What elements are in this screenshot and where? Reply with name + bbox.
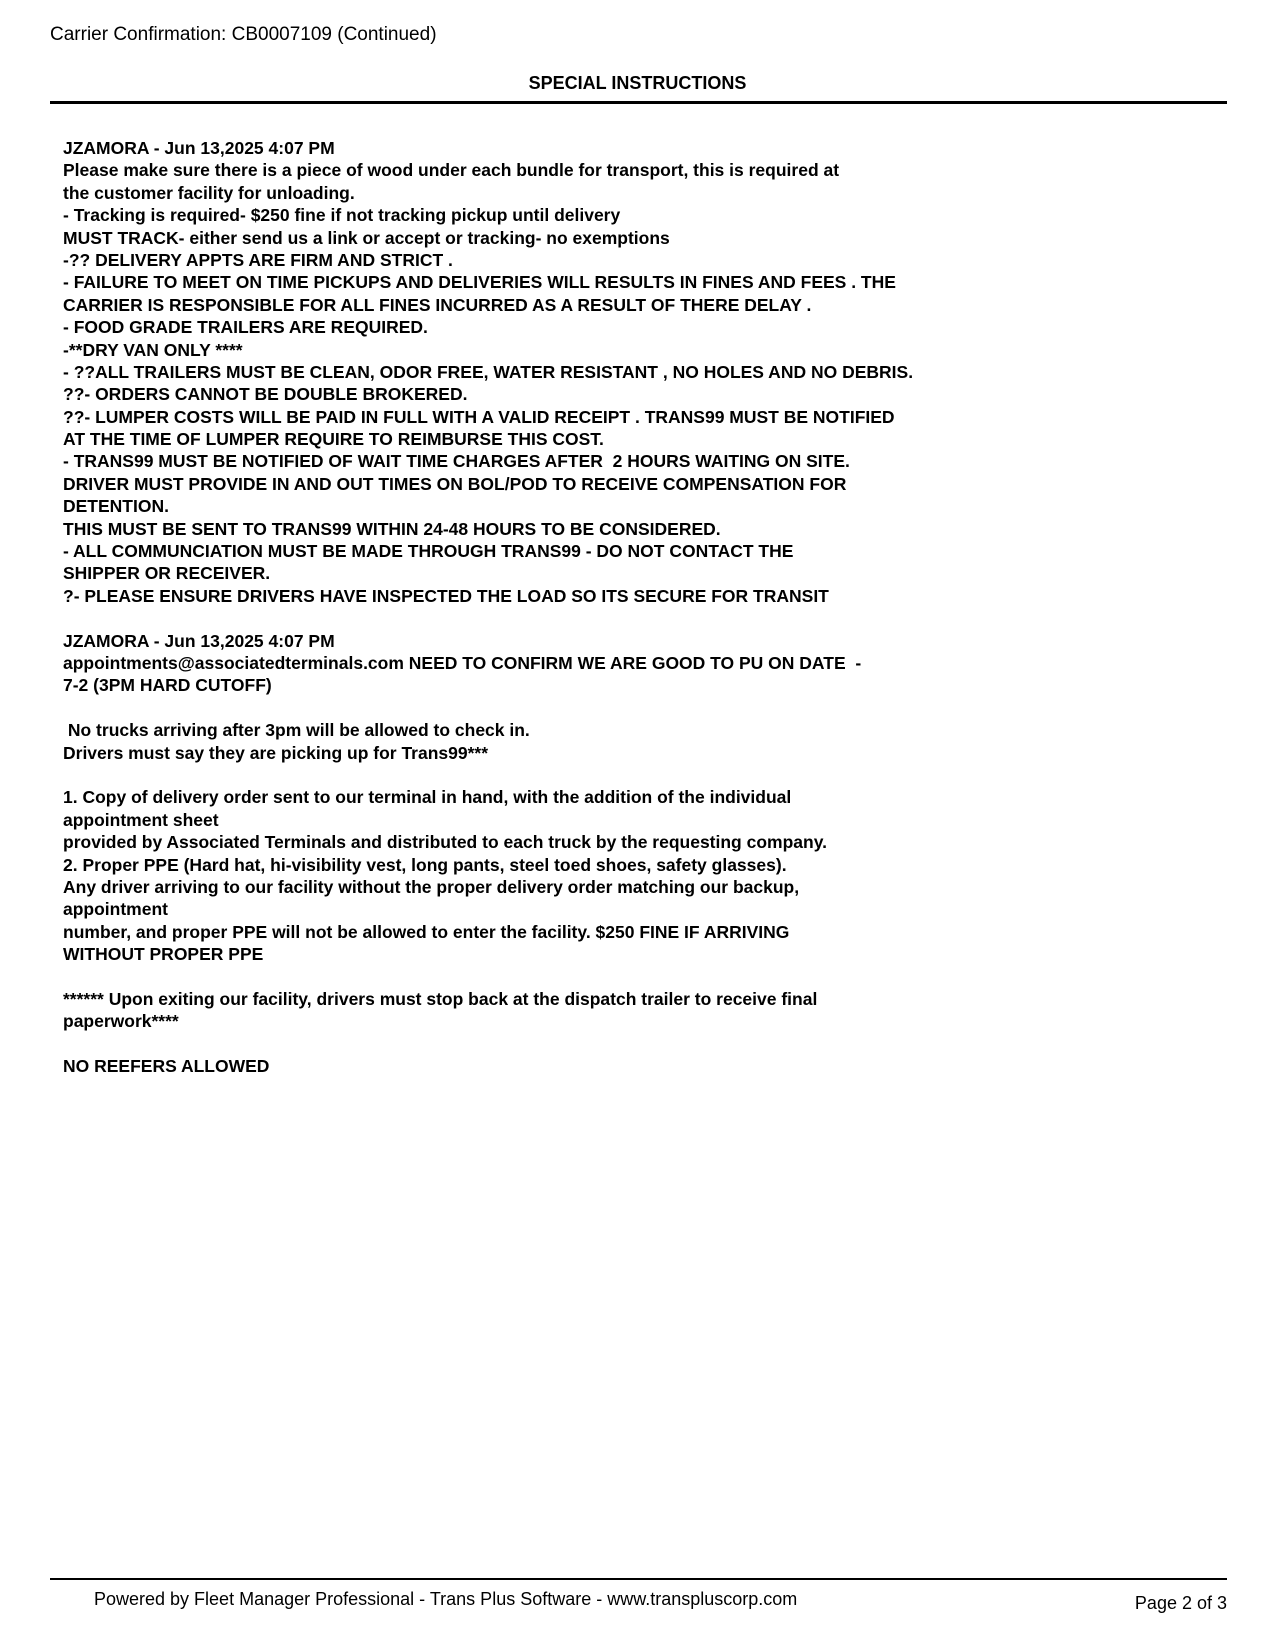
instruction-line: -**DRY VAN ONLY **** xyxy=(63,339,243,360)
instruction-line: ****** Upon exiting our facility, drivers must stop back at the dispatch trailer to receive final xyxy=(63,988,818,1009)
instruction-line: -?? DELIVERY APPTS ARE FIRM AND STRICT . xyxy=(63,249,453,270)
footer-powered-by: Powered by Fleet Manager Professional - Trans Plus Software - www.transpluscorp.com xyxy=(94,1589,798,1609)
instruction-line: - FAILURE TO MEET ON TIME PICKUPS AND DELIVERIES WILL RESULTS IN FINES AND FEES . THE xyxy=(63,272,896,293)
instruction-line: CARRIER IS RESPONSIBLE FOR ALL FINES INCURRED AS A RESULT OF THERE DELAY . xyxy=(63,294,812,315)
instruction-line: Any driver arriving to our facility without the proper delivery order matching our backup, xyxy=(63,876,800,897)
instruction-line: appointment xyxy=(63,899,168,920)
instruction-line: ??- LUMPER COSTS WILL BE PAID IN FULL WITH A VALID RECEIPT . TRANS99 MUST BE NOTIFIED xyxy=(63,406,895,427)
instruction-line: - ??ALL TRAILERS MUST BE CLEAN, ODOR FREE, WATER RESISTANT , NO HOLES AND NO DEBRIS. xyxy=(63,361,914,382)
instruction-line: - TRANS99 MUST BE NOTIFIED OF WAIT TIME CHARGES AFTER 2 HOURS WAITING ON SITE. xyxy=(63,451,850,472)
special-instructions-body xyxy=(63,137,1163,1077)
instruction-line: the customer facility for unloading. xyxy=(63,182,355,203)
instruction-line: AT THE TIME OF LUMPER REQUIRE TO REIMBURSE THIS COST. xyxy=(63,429,604,450)
top-divider xyxy=(50,101,1227,104)
blank-line xyxy=(63,607,1163,629)
page-number: Page 2 of 3 xyxy=(1134,1593,1227,1613)
instruction-line: JZAMORA - Jun 13,2025 4:07 PM xyxy=(63,138,335,158)
blank-line xyxy=(63,764,1163,786)
instruction-line: 2. Proper PPE (Hard hat, hi-visibility vest, long pants, steel toed shoes, safety glasses). xyxy=(63,854,787,875)
instruction-line: NO REEFERS ALLOWED xyxy=(63,1056,270,1077)
instruction-line: ?- PLEASE ENSURE DRIVERS HAVE INSPECTED THE LOAD SO ITS SECURE FOR TRANSIT xyxy=(63,585,829,606)
instruction-line: No trucks arriving after 3pm will be allowed to check in. xyxy=(63,720,530,741)
instruction-line: appointments@associatedterminals.com NEED TO CONFIRM WE ARE GOOD TO PU ON DATE - xyxy=(63,652,862,673)
instruction-line: - FOOD GRADE TRAILERS ARE REQUIRED. xyxy=(63,317,428,338)
instruction-line: ??- ORDERS CANNOT BE DOUBLE BROKERED. xyxy=(63,384,468,405)
instruction-line: 7-2 (3PM HARD CUTOFF) xyxy=(63,675,272,696)
instruction-line: appointment sheet xyxy=(63,809,219,830)
instruction-line: WITHOUT PROPER PPE xyxy=(63,944,264,965)
section-title: SPECIAL INSTRUCTIONS xyxy=(528,73,747,93)
instruction-line: Please make sure there is a piece of wood under each bundle for transport, this is required at xyxy=(63,160,840,181)
instruction-line: MUST TRACK- either send us a link or accept or tracking- no exemptions xyxy=(63,227,670,248)
continued-title: Carrier Confirmation: CB0007109 (Continued) xyxy=(50,24,437,45)
instruction-line: - ALL COMMUNCIATION MUST BE MADE THROUGH TRANS99 - DO NOT CONTACT THE xyxy=(63,541,794,562)
instruction-line: JZAMORA - Jun 13,2025 4:07 PM xyxy=(63,630,335,651)
instruction-line: paperwork**** xyxy=(63,1011,179,1032)
bottom-divider xyxy=(50,1578,1227,1580)
instruction-line: 1. Copy of delivery order sent to our terminal in hand, with the addition of the individual xyxy=(63,787,792,808)
instruction-line: SHIPPER OR RECEIVER. xyxy=(63,563,271,584)
instruction-line: provided by Associated Terminals and distributed to each truck by the requesting company. xyxy=(63,832,828,853)
instruction-line: THIS MUST BE SENT TO TRANS99 WITHIN 24-48 HOURS TO BE CONSIDERED. xyxy=(63,518,721,539)
instruction-line: number, and proper PPE will not be allowed to enter the facility. $250 FINE IF ARRIVING xyxy=(63,921,790,942)
instruction-line: DRIVER MUST PROVIDE IN AND OUT TIMES ON BOL/POD TO RECEIVE COMPENSATION FOR xyxy=(63,473,847,494)
blank-line xyxy=(63,697,1163,719)
instruction-line: - Tracking is required- $250 fine if not tracking pickup until delivery xyxy=(63,205,621,226)
instruction-line: DETENTION. xyxy=(63,496,169,517)
instruction-line: Drivers must say they are picking up for Trans99*** xyxy=(63,742,489,763)
blank-line xyxy=(63,965,1163,987)
blank-line xyxy=(63,1033,1163,1055)
